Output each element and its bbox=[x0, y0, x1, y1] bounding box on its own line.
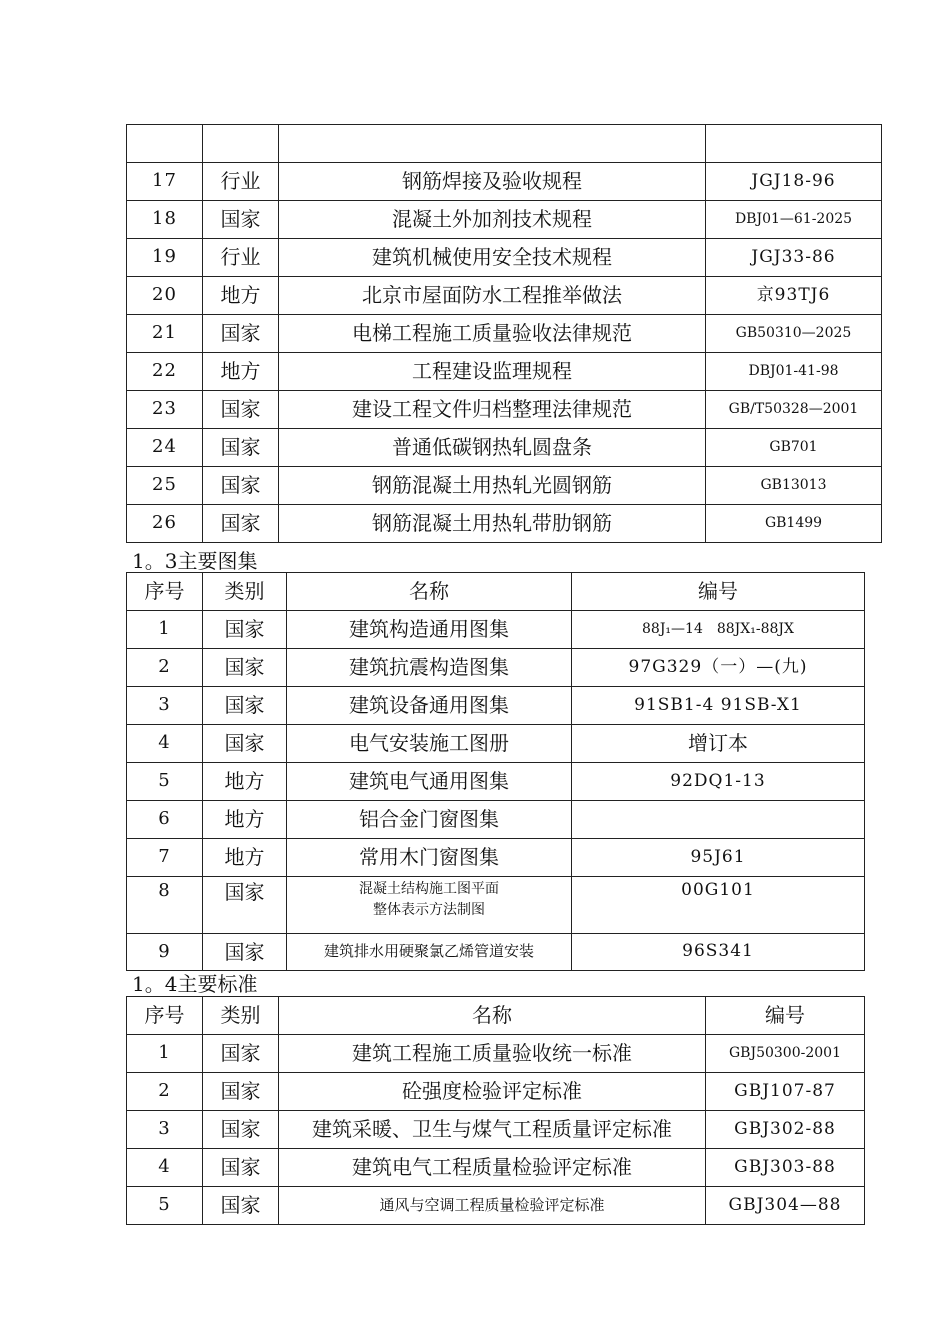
cell-blank bbox=[706, 125, 882, 163]
cell-blank bbox=[279, 125, 706, 163]
row-name: 普通低碳钢热轧圆盘条 bbox=[279, 429, 706, 467]
row-number: 1 bbox=[127, 611, 203, 649]
row-type: 国家 bbox=[203, 1111, 279, 1149]
header-type: 类别 bbox=[203, 573, 287, 611]
row-code: GBJ303-88 bbox=[706, 1149, 865, 1187]
table-row bbox=[127, 163, 882, 201]
row-code bbox=[572, 801, 865, 839]
row-code: GB701 bbox=[706, 429, 882, 467]
table-row bbox=[127, 353, 882, 391]
row-name: 工程建设监理规程 bbox=[279, 353, 706, 391]
row-type: 地方 bbox=[203, 839, 287, 877]
row-type: 国家 bbox=[203, 467, 279, 505]
row-code: 00G101 bbox=[572, 877, 865, 934]
header-code: 编号 bbox=[706, 997, 865, 1035]
row-name: 建筑设备通用图集 bbox=[287, 687, 572, 725]
row-code: GBJ302-88 bbox=[706, 1111, 865, 1149]
row-number: 25 bbox=[127, 467, 203, 505]
row-name: 通风与空调工程质量检验评定标准 bbox=[279, 1187, 706, 1225]
row-code: DBJ01-41-98 bbox=[706, 353, 882, 391]
row-type: 地方 bbox=[203, 277, 279, 315]
row-type: 国家 bbox=[203, 1035, 279, 1073]
table-header-row bbox=[127, 997, 865, 1035]
row-number: 18 bbox=[127, 201, 203, 239]
row-type: 地方 bbox=[203, 353, 279, 391]
row-name: 建筑电气通用图集 bbox=[287, 763, 572, 801]
table-row bbox=[127, 391, 882, 429]
row-name: 建筑工程施工质量验收统一标准 bbox=[279, 1035, 706, 1073]
row-number: 26 bbox=[127, 505, 203, 543]
row-name: 建设工程文件归档整理法律规范 bbox=[279, 391, 706, 429]
row-number: 20 bbox=[127, 277, 203, 315]
row-number: 4 bbox=[127, 1149, 203, 1187]
row-name: 常用木门窗图集 bbox=[287, 839, 572, 877]
table-row bbox=[127, 429, 882, 467]
row-code: GB50310—2025 bbox=[706, 315, 882, 353]
row-number: 2 bbox=[127, 649, 203, 687]
table-row bbox=[127, 467, 882, 505]
row-number: 2 bbox=[127, 1073, 203, 1111]
row-name: 砼强度检验评定标准 bbox=[279, 1073, 706, 1111]
row-type: 国家 bbox=[203, 649, 287, 687]
row-name: 电气安装施工图册 bbox=[287, 725, 572, 763]
standards-table bbox=[126, 996, 865, 1225]
table-row bbox=[127, 1111, 865, 1149]
row-code: 91SB1-4 91SB-X1 bbox=[572, 687, 865, 725]
table-row bbox=[127, 239, 882, 277]
row-code: 京93TJ6 bbox=[706, 277, 882, 315]
row-number: 19 bbox=[127, 239, 203, 277]
row-code: 88J₁—14 88JX₁-88JX bbox=[572, 611, 865, 649]
row-type: 国家 bbox=[203, 934, 287, 971]
standards-table-continued bbox=[126, 124, 882, 543]
row-number: 3 bbox=[127, 1111, 203, 1149]
row-code: JGJ33-86 bbox=[706, 239, 882, 277]
row-number: 24 bbox=[127, 429, 203, 467]
table-header-row bbox=[127, 573, 865, 611]
row-name: 建筑电气工程质量检验评定标准 bbox=[279, 1149, 706, 1187]
row-type: 行业 bbox=[203, 163, 279, 201]
section-heading-atlases: 1。3主要图集 bbox=[132, 549, 258, 573]
row-name bbox=[287, 877, 572, 934]
row-name: 建筑采暖、卫生与煤气工程质量评定标准 bbox=[279, 1111, 706, 1149]
row-number: 9 bbox=[127, 934, 203, 971]
table-row bbox=[127, 801, 865, 839]
row-type: 国家 bbox=[203, 725, 287, 763]
row-number: 1 bbox=[127, 1035, 203, 1073]
row-type: 地方 bbox=[203, 763, 287, 801]
row-name-line-1: 混凝土结构施工图平面 bbox=[359, 881, 499, 897]
row-name-line-2: 整体表示方法制图 bbox=[373, 902, 485, 918]
table-row bbox=[127, 1073, 865, 1111]
row-code: GB/T50328—2001 bbox=[706, 391, 882, 429]
row-code: 95J61 bbox=[572, 839, 865, 877]
row-number: 17 bbox=[127, 163, 203, 201]
table-row bbox=[127, 649, 865, 687]
table-row bbox=[127, 201, 882, 239]
table-row bbox=[127, 611, 865, 649]
table-row bbox=[127, 315, 882, 353]
cell-blank bbox=[127, 125, 203, 163]
row-code: 92DQ1-13 bbox=[572, 763, 865, 801]
row-code: DBJ01—61-2025 bbox=[706, 201, 882, 239]
row-type: 国家 bbox=[203, 877, 287, 934]
row-code: 96S341 bbox=[572, 934, 865, 971]
row-name: 北京市屋面防水工程推举做法 bbox=[279, 277, 706, 315]
row-type: 国家 bbox=[203, 505, 279, 543]
row-code: GBJ107-87 bbox=[706, 1073, 865, 1111]
header-name: 名称 bbox=[287, 573, 572, 611]
table-row bbox=[127, 1035, 865, 1073]
row-number: 7 bbox=[127, 839, 203, 877]
row-name: 钢筋混凝土用热轧带肋钢筋 bbox=[279, 505, 706, 543]
row-code: GB13013 bbox=[706, 467, 882, 505]
row-number: 5 bbox=[127, 763, 203, 801]
row-number: 4 bbox=[127, 725, 203, 763]
table-row bbox=[127, 277, 882, 315]
row-name: 建筑抗震构造图集 bbox=[287, 649, 572, 687]
row-name: 钢筋焊接及验收规程 bbox=[279, 163, 706, 201]
row-number: 8 bbox=[127, 877, 203, 934]
table-row bbox=[127, 1187, 865, 1225]
section-heading-standards: 1。4主要标准 bbox=[132, 972, 258, 996]
row-code: GBJ50300-2001 bbox=[706, 1035, 865, 1073]
row-name: 建筑机械使用安全技术规程 bbox=[279, 239, 706, 277]
header-type: 类别 bbox=[203, 997, 279, 1035]
row-type: 国家 bbox=[203, 429, 279, 467]
row-name: 混凝土外加剂技术规程 bbox=[279, 201, 706, 239]
row-code: 增订本 bbox=[572, 725, 865, 763]
row-type: 国家 bbox=[203, 391, 279, 429]
table-row bbox=[127, 505, 882, 543]
table-row bbox=[127, 1149, 865, 1187]
row-type: 国家 bbox=[203, 1073, 279, 1111]
row-type: 国家 bbox=[203, 1149, 279, 1187]
row-code: GB1499 bbox=[706, 505, 882, 543]
row-name: 建筑构造通用图集 bbox=[287, 611, 572, 649]
table-row bbox=[127, 725, 865, 763]
table-row bbox=[127, 687, 865, 725]
row-name: 钢筋混凝土用热轧光圆钢筋 bbox=[279, 467, 706, 505]
row-type: 国家 bbox=[203, 201, 279, 239]
row-type: 国家 bbox=[203, 315, 279, 353]
row-name: 电梯工程施工质量验收法律规范 bbox=[279, 315, 706, 353]
header-code: 编号 bbox=[572, 573, 865, 611]
table-row bbox=[127, 763, 865, 801]
table-row bbox=[127, 877, 865, 934]
atlases-table bbox=[126, 572, 865, 971]
header-number: 序号 bbox=[127, 573, 203, 611]
cell-blank bbox=[203, 125, 279, 163]
row-name: 铝合金门窗图集 bbox=[287, 801, 572, 839]
header-name: 名称 bbox=[279, 997, 706, 1035]
row-code: 97G329（一）—(九) bbox=[572, 649, 865, 687]
row-type: 国家 bbox=[203, 1187, 279, 1225]
row-number: 21 bbox=[127, 315, 203, 353]
row-code: JGJ18-96 bbox=[706, 163, 882, 201]
row-type: 国家 bbox=[203, 687, 287, 725]
table-row bbox=[127, 839, 865, 877]
row-code: GBJ304—88 bbox=[706, 1187, 865, 1225]
row-type: 行业 bbox=[203, 239, 279, 277]
row-number: 22 bbox=[127, 353, 203, 391]
table-row bbox=[127, 934, 865, 971]
row-name: 建筑排水用硬聚氯乙烯管道安装 bbox=[287, 934, 572, 971]
row-type: 国家 bbox=[203, 611, 287, 649]
table-row-blank bbox=[127, 125, 882, 163]
row-number: 5 bbox=[127, 1187, 203, 1225]
row-number: 6 bbox=[127, 801, 203, 839]
header-number: 序号 bbox=[127, 997, 203, 1035]
row-number: 3 bbox=[127, 687, 203, 725]
row-number: 23 bbox=[127, 391, 203, 429]
row-type: 地方 bbox=[203, 801, 287, 839]
